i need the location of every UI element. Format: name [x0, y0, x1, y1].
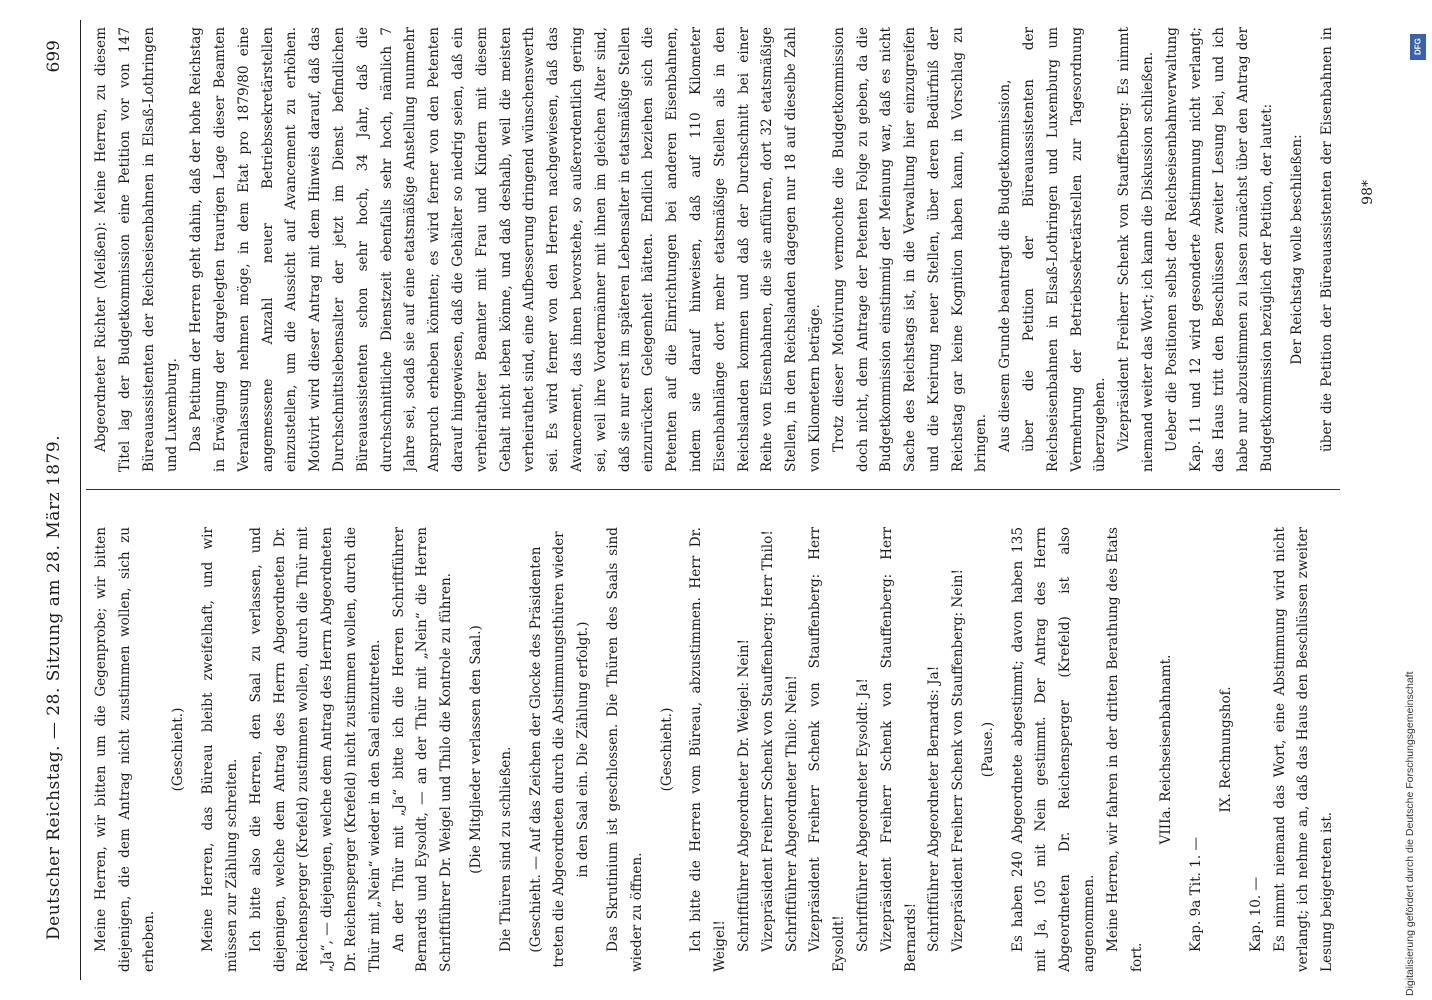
right-column-paragraph: über die Petition der Büreauassistenten der Eisenbahnen in [1318, 27, 1335, 452]
left-column-paragraph: Schriftführer Abgeordneter Dr. Weigel: Nein! [735, 638, 752, 952]
right-column-paragraph: Vizepräsident Freiherr Schenk von Stauffenberg: Es nimmt niemand weiter das Wort; ich kann die Diskussion schließen. [1116, 27, 1157, 472]
left-column-paragraph: Ich bitte die Herren vom Büreau, abzustimmen. Herr Dr. Weigel! [688, 527, 729, 972]
digitization-credit [1398, 16, 1432, 996]
signature-mark: 98* [1360, 180, 1376, 205]
column-divider [86, 489, 1340, 490]
left-column-paragraph: Meine Herren, wir bitten um die Gegenprobe; wir bitten diejenigen, die dem Antrag nicht zustimmen wollen, sich zu erheben. [93, 527, 157, 972]
left-column-paragraph: VIIIa. Reichseisenbahnamt. [1158, 654, 1175, 845]
left-column-paragraph: Meine Herren, wir fahren in der dritten Berathung des Etats fort. [1104, 527, 1145, 972]
left-column-paragraph: Kap. 9a Tit. 1. — [1188, 836, 1205, 952]
left-column-paragraph: (Pause.) [979, 721, 996, 778]
left-column-paragraph: Die Thüren sind zu schließen. [497, 746, 514, 952]
right-column [90, 27, 1340, 472]
left-column [90, 527, 1340, 972]
right-column-paragraph: Ueber die Positionen selbst der Reichseisenbahnverwaltung Kap. 11 und 12 wird gesonderte Abstimmung nicht verlangt; das Haus tritt den Beschlüssen zweiter Lesung bei, und ich habe nur abzustimmen zu lassen zunächst über den Antrag der Budgetkommission bezüglich der Petition, der lautet: [1163, 27, 1276, 472]
left-column-paragraph: Kap. 10. — [1247, 876, 1264, 952]
running-title: Deutscher Reichstag. — 28. Sitzung am 28. März 1879. [44, 434, 64, 940]
left-column-paragraph: (Geschieht.) [658, 707, 675, 792]
right-column-paragraph: über die Petition der Büreauassistenten der Reichseisenbahnen in Elsaß-Lothringen und Luxemburg um Vermehrung der Betriebssekretärstellen zur Tagesordnung überzugehen. [1021, 27, 1109, 472]
left-column-paragraph: Vizepräsident Freiherr Schenk von Stauffenberg: Herr Bernards! [878, 527, 919, 972]
rotated-page-content [20, 20, 1400, 980]
left-column-paragraph: Es nimmt niemand das Wort, eine Abstimmung wird nicht verlangt; ich nehme an, daß das Haus den Beschlüssen zweiter Lesung beigetreten ist. [1271, 527, 1336, 972]
left-column-paragraph: Es haben 240 Abgeordnete abgestimmt; davon haben 135 mit Ja, 105 mit Nein gestimmt. Der Antrag des Herrn Abgeordneten Dr. Reichensperger (Krefeld) ist also angenommen. [1009, 527, 1098, 972]
dfg-logo: DFG [1410, 34, 1426, 60]
left-column-paragraph: An der Thür mit „Ja“ bitte ich die Herren Schriftführer Bernards und Eysoldt, — an der Thür mit „Nein“ die Herren Schriftführer Dr. Weigel und Thilo die Kontrole zu führen. [390, 527, 455, 972]
left-column-paragraph: Vizepräsident Freiherr Schenk von Stauffenberg: Nein! [950, 569, 967, 952]
dfg-credit-text: Digitalisierung gefördert durch die Deutsche Forschungsgemeinschaft [1404, 671, 1416, 996]
page-number: 699 [44, 40, 64, 73]
left-column-paragraph: Schriftführer Abgeordneter Thilo: Nein! [783, 675, 800, 952]
left-column-paragraph: Ich bitte also die Herren, den Saal zu verlassen, und diejenigen, welche dem Antrag des Herrn Abgeordneten Dr. Reichensperger (Krefeld) zustimmen wollen, durch die Thür mit „Ja“, — diejenigen, welche dem Antrag des Herrn Abgeordneten Dr. Reichensperger (Krefeld) nicht zustimmen wollen, durch die Thür mit „Nein“ wieder in den Saal einzutreten. [247, 527, 383, 972]
left-column-paragraph: (Geschieht.) [170, 707, 187, 792]
left-column-paragraph: (Die Mitglieder verlassen den Saal.) [467, 625, 484, 874]
left-column-paragraph: Meine Herren, das Büreau bleibt zweifelhaft, und wir müssen zur Zählung schreiten. [200, 527, 240, 972]
right-column-paragraph: Trotz dieser Motivirung vermochte die Budgetkommission doch nicht, dem Antrage der Petenten Folge zu geben, da die Budgetkommission einstimmig der Meinung war, daß es nicht Sache des Reichstags ist, in die Verwaltung hier einzugreifen und die Kreirung neuer Stellen, über deren Bedürfniß der Reichstag gar keine Kognition haben kann, in Vorschlag zu bringen. [830, 27, 990, 472]
left-column-paragraph: Schriftführer Abgeordneter Bernards: Ja! [926, 665, 943, 952]
right-column-paragraph: Das Petitum der Herren geht dahin, daß der hohe Reichstag in Erwägung der dargelegten traurigen Lage dieser Beamten Veranlassung nehmen möge, in dem Etat pro 1879/80 eine angemessene Anzahl neuer Betriebssekretärstellen einzustellen, um die Aussicht auf Avancement zu erhöhen. Motivirt wird dieser Antrag mit dem Hinweis darauf, daß das Durchschnittslebensalter der jetzt im Dienst befindlichen Büreauassistenten schon sehr hoch, 34 Jahr, daß die durchschnittliche Dienstzeit ebenfalls sehr hoch, nämlich 7 Jahre sei, sodaß sie auf eine etatsmäßige Anstellung nunmehr Anspruch erheben könnten; es wird ferner von den Petenten darauf hingewiesen, daß die Gehälter so niedrig seien, daß ein verheiratheter Beamter mit Frau und Kindern mit diesem Gehalt nicht leben könne, und daß deshalb, weil die meisten verheirathet sind, eine Aufbesserung dringend wünschenswerth sei. Es wird ferner von den Herren nachgewiesen, daß das Avancement, das ihnen bevorstehe, so außerordentlich gering sei, weil ihre Vordermänner mit ihnen im gleichen Alter sind, daß sie nur erst im späteren Lebensalter in etatsmäßige Stellen einzurücken Gelegenheit hätten. Endlich beziehen sich die Petenten auf die Einrichtungen bei anderen Eisenbahnen, indem sie darauf hinweisen, daß auf 110 Kilometer Eisenbahnlänge dort mehr etatsmäßige Stellen als in den Reichslanden kommen und daß der Durchschnitt bei einer Reihe von Eisenbahnen, die sie anführen, dort 32 etatsmäßige Stellen, in den Reichslanden dagegen nur 18 auf dieselbe Zahl von Kilometern beträge. [188, 27, 823, 472]
left-column-paragraph: Das Skrutinium ist geschlossen. Die Thüren des Saals sind wieder zu öffnen. [604, 527, 645, 972]
left-column-paragraph: (Geschieht. — Auf das Zeichen der Glocke des Präsidenten treten die Abgeordneten durch die Abstimmungsthüren wieder in den Saal ein. Die Zählung erfolgt.) [527, 531, 592, 968]
left-column-paragraph: Schriftführer Abgeordneter Eysoldt: Ja! [854, 678, 871, 952]
left-column-paragraph: IX. Rechnungshof. [1218, 686, 1235, 813]
page-header [20, 20, 81, 980]
right-column-paragraph: Aus diesem Grunde beantragt die Budgetkommission, [997, 79, 1014, 452]
right-column-paragraph: Der Reichstag wolle beschließen: [1288, 134, 1305, 365]
left-column-paragraph: Vizepräsident Freiherr Schenk von Stauffenberg: Herr Eysoldt! [807, 527, 848, 972]
left-column-paragraph: Vizepräsident Freiherr Schenk von Stauffenberg: Herr Thilo! [759, 530, 776, 952]
right-column-paragraph: Abgeordneter Richter (Meißen): Meine Herren, zu diesem Titel lag der Budgetkommission eine Petition vor von 147 Büreauassistenten der Reichseisenbahnen in Elsaß-Lothringen und Luxemburg. [93, 27, 181, 472]
